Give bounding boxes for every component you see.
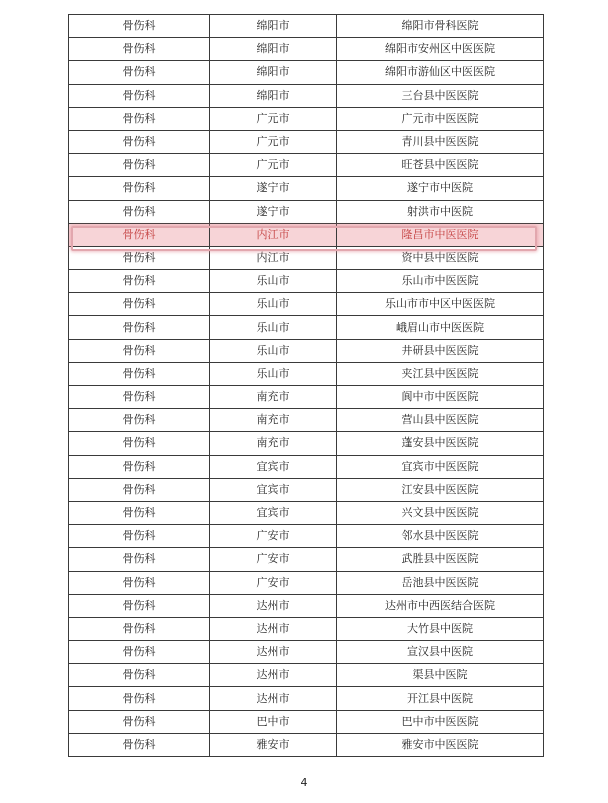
dept-cell: 骨伤科 (69, 501, 210, 524)
hospital-cell: 营山县中医医院 (337, 409, 544, 432)
city-cell: 广元市 (210, 130, 337, 153)
dept-cell: 骨伤科 (69, 548, 210, 571)
table-row (69, 293, 544, 316)
table-row (69, 38, 544, 61)
hospital-cell: 雅安市中医医院 (337, 733, 544, 756)
hospital-cell: 开江县中医院 (337, 687, 544, 710)
city-cell: 宜宾市 (210, 501, 337, 524)
dept-cell: 骨伤科 (69, 594, 210, 617)
dept-cell: 骨伤科 (69, 641, 210, 664)
hospital-cell: 射洪市中医院 (337, 200, 544, 223)
table-row (69, 15, 544, 38)
table-row (69, 571, 544, 594)
table-row (69, 525, 544, 548)
city-cell: 内江市 (210, 223, 337, 246)
city-cell: 南充市 (210, 432, 337, 455)
table-row (69, 386, 544, 409)
city-cell: 达州市 (210, 594, 337, 617)
table-row (69, 409, 544, 432)
city-cell: 乐山市 (210, 339, 337, 362)
table-row (69, 617, 544, 640)
table-row (69, 432, 544, 455)
city-cell: 宜宾市 (210, 478, 337, 501)
dept-cell: 骨伤科 (69, 130, 210, 153)
table-row (69, 594, 544, 617)
hospital-cell: 绵阳市安州区中医医院 (337, 38, 544, 61)
city-cell: 雅安市 (210, 733, 337, 756)
table-row (69, 61, 544, 84)
city-cell: 乐山市 (210, 362, 337, 385)
table-row (69, 316, 544, 339)
city-cell: 遂宁市 (210, 200, 337, 223)
city-cell: 广安市 (210, 525, 337, 548)
table-row (69, 733, 544, 756)
dept-cell: 骨伤科 (69, 38, 210, 61)
hospital-cell: 阆中市中医医院 (337, 386, 544, 409)
hospital-cell: 武胜县中医医院 (337, 548, 544, 571)
dept-cell: 骨伤科 (69, 687, 210, 710)
hospital-cell: 隆昌市中医医院 (337, 223, 544, 246)
dept-cell: 骨伤科 (69, 293, 210, 316)
city-cell: 达州市 (210, 687, 337, 710)
dept-cell: 骨伤科 (69, 710, 210, 733)
dept-cell: 骨伤科 (69, 571, 210, 594)
city-cell: 广元市 (210, 154, 337, 177)
table-row (69, 223, 544, 246)
table-row (69, 641, 544, 664)
city-cell: 宜宾市 (210, 455, 337, 478)
city-cell: 广安市 (210, 571, 337, 594)
hospital-cell: 峨眉山市中医医院 (337, 316, 544, 339)
city-cell: 内江市 (210, 246, 337, 269)
dept-cell: 骨伤科 (69, 316, 210, 339)
dept-cell: 骨伤科 (69, 270, 210, 293)
dept-cell: 骨伤科 (69, 61, 210, 84)
hospital-cell: 岳池县中医医院 (337, 571, 544, 594)
hospital-cell: 旺苍县中医医院 (337, 154, 544, 177)
table-row (69, 200, 544, 223)
dept-cell: 骨伤科 (69, 409, 210, 432)
table-row (69, 455, 544, 478)
city-cell: 南充市 (210, 409, 337, 432)
hospital-cell: 巴中市中医医院 (337, 710, 544, 733)
dept-cell: 骨伤科 (69, 525, 210, 548)
table-row (69, 130, 544, 153)
table-row (69, 362, 544, 385)
city-cell: 绵阳市 (210, 15, 337, 38)
hospital-table (68, 14, 544, 757)
hospital-cell: 兴文县中医医院 (337, 501, 544, 524)
hospital-cell: 乐山市市中区中医医院 (337, 293, 544, 316)
city-cell: 广元市 (210, 107, 337, 130)
dept-cell: 骨伤科 (69, 177, 210, 200)
dept-cell: 骨伤科 (69, 664, 210, 687)
hospital-cell: 江安县中医医院 (337, 478, 544, 501)
dept-cell: 骨伤科 (69, 432, 210, 455)
table-row (69, 107, 544, 130)
table-row (69, 710, 544, 733)
hospital-cell: 达州市中西医结合医院 (337, 594, 544, 617)
table-row (69, 177, 544, 200)
city-cell: 巴中市 (210, 710, 337, 733)
table-row (69, 339, 544, 362)
table-row (69, 246, 544, 269)
dept-cell: 骨伤科 (69, 455, 210, 478)
dept-cell: 骨伤科 (69, 15, 210, 38)
hospital-cell: 邻水县中医医院 (337, 525, 544, 548)
hospital-cell: 大竹县中医院 (337, 617, 544, 640)
dept-cell: 骨伤科 (69, 246, 210, 269)
table-row (69, 270, 544, 293)
hospital-table-body (69, 15, 544, 757)
table-row (69, 84, 544, 107)
hospital-cell: 三台县中医医院 (337, 84, 544, 107)
city-cell: 乐山市 (210, 270, 337, 293)
hospital-cell: 宣汉县中医院 (337, 641, 544, 664)
hospital-cell: 夹江县中医医院 (337, 362, 544, 385)
hospital-cell: 井研县中医医院 (337, 339, 544, 362)
dept-cell: 骨伤科 (69, 339, 210, 362)
hospital-cell: 广元市中医医院 (337, 107, 544, 130)
city-cell: 乐山市 (210, 293, 337, 316)
dept-cell: 骨伤科 (69, 200, 210, 223)
hospital-cell: 资中县中医医院 (337, 246, 544, 269)
city-cell: 绵阳市 (210, 61, 337, 84)
hospital-cell: 渠县中医院 (337, 664, 544, 687)
dept-cell: 骨伤科 (69, 386, 210, 409)
city-cell: 达州市 (210, 641, 337, 664)
dept-cell: 骨伤科 (69, 223, 210, 246)
hospital-cell: 遂宁市中医院 (337, 177, 544, 200)
hospital-cell: 绵阳市游仙区中医医院 (337, 61, 544, 84)
dept-cell: 骨伤科 (69, 478, 210, 501)
dept-cell: 骨伤科 (69, 733, 210, 756)
city-cell: 达州市 (210, 664, 337, 687)
city-cell: 乐山市 (210, 316, 337, 339)
city-cell: 绵阳市 (210, 84, 337, 107)
city-cell: 南充市 (210, 386, 337, 409)
dept-cell: 骨伤科 (69, 107, 210, 130)
dept-cell: 骨伤科 (69, 617, 210, 640)
table-row (69, 664, 544, 687)
dept-cell: 骨伤科 (69, 362, 210, 385)
table-row (69, 687, 544, 710)
table-row (69, 154, 544, 177)
city-cell: 遂宁市 (210, 177, 337, 200)
table-row (69, 548, 544, 571)
table-row (69, 501, 544, 524)
hospital-cell: 乐山市中医医院 (337, 270, 544, 293)
hospital-cell: 绵阳市骨科医院 (337, 15, 544, 38)
hospital-cell: 蓬安县中医医院 (337, 432, 544, 455)
hospital-cell: 宜宾市中医医院 (337, 455, 544, 478)
dept-cell: 骨伤科 (69, 84, 210, 107)
table-row (69, 478, 544, 501)
city-cell: 绵阳市 (210, 38, 337, 61)
city-cell: 广安市 (210, 548, 337, 571)
city-cell: 达州市 (210, 617, 337, 640)
dept-cell: 骨伤科 (69, 154, 210, 177)
hospital-cell: 青川县中医医院 (337, 130, 544, 153)
page-number: 4 (300, 776, 308, 789)
